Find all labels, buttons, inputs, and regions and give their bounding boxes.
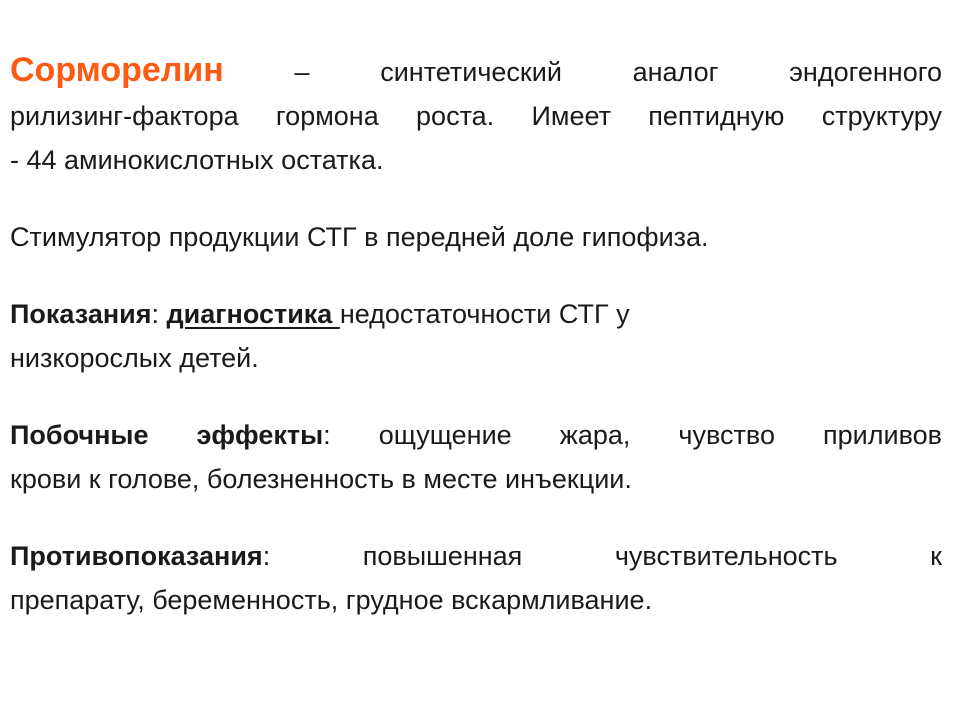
contraindications-line-1 — [10, 534, 942, 578]
side-effects-line-2: крови к голове, болезненность в месте инъекции. — [10, 464, 632, 494]
intro-line-1 — [10, 48, 942, 94]
side-effects-line-1 — [10, 413, 942, 457]
indications-paragraph — [10, 292, 942, 380]
stimulator-text: Стимулятор продукции СТГ в передней доле гипофиза. — [10, 222, 709, 252]
slide-content — [10, 48, 942, 622]
intro-paragraph — [10, 48, 942, 182]
contraindications-line-1-text: : повышенная чувствительность к — [262, 541, 942, 571]
side-effects-paragraph — [10, 413, 942, 501]
side-effects-label: Побочные эффекты — [10, 420, 324, 450]
intro-line-2: рилизинг-фактора гормона роста. Имеет пептидную структуру — [10, 101, 942, 131]
stimulator-paragraph — [10, 215, 942, 259]
contraindications-label: Противопоказания — [10, 541, 263, 571]
indications-colon: : — [151, 299, 167, 329]
contraindications-paragraph — [10, 534, 942, 622]
contraindications-line-2: препарату, беременность, грудное вскармливание. — [10, 585, 653, 615]
drug-name-title: Сорморелин — [10, 51, 224, 89]
side-effects-line-1-text: : ощущение жара, чувство приливов — [323, 420, 942, 450]
indications-line-2: низкорослых детей. — [10, 343, 259, 373]
intro-line-3: - 44 аминокислотных остатка. — [10, 145, 384, 175]
intro-line-1-text: – синтетический аналог эндогенного — [223, 57, 942, 87]
indications-line-1 — [10, 292, 942, 336]
indications-line-1-text: недостаточности СТГ у — [339, 299, 630, 329]
indications-emphasis: диагностика — [166, 299, 340, 329]
indications-label: Показания — [10, 299, 152, 329]
